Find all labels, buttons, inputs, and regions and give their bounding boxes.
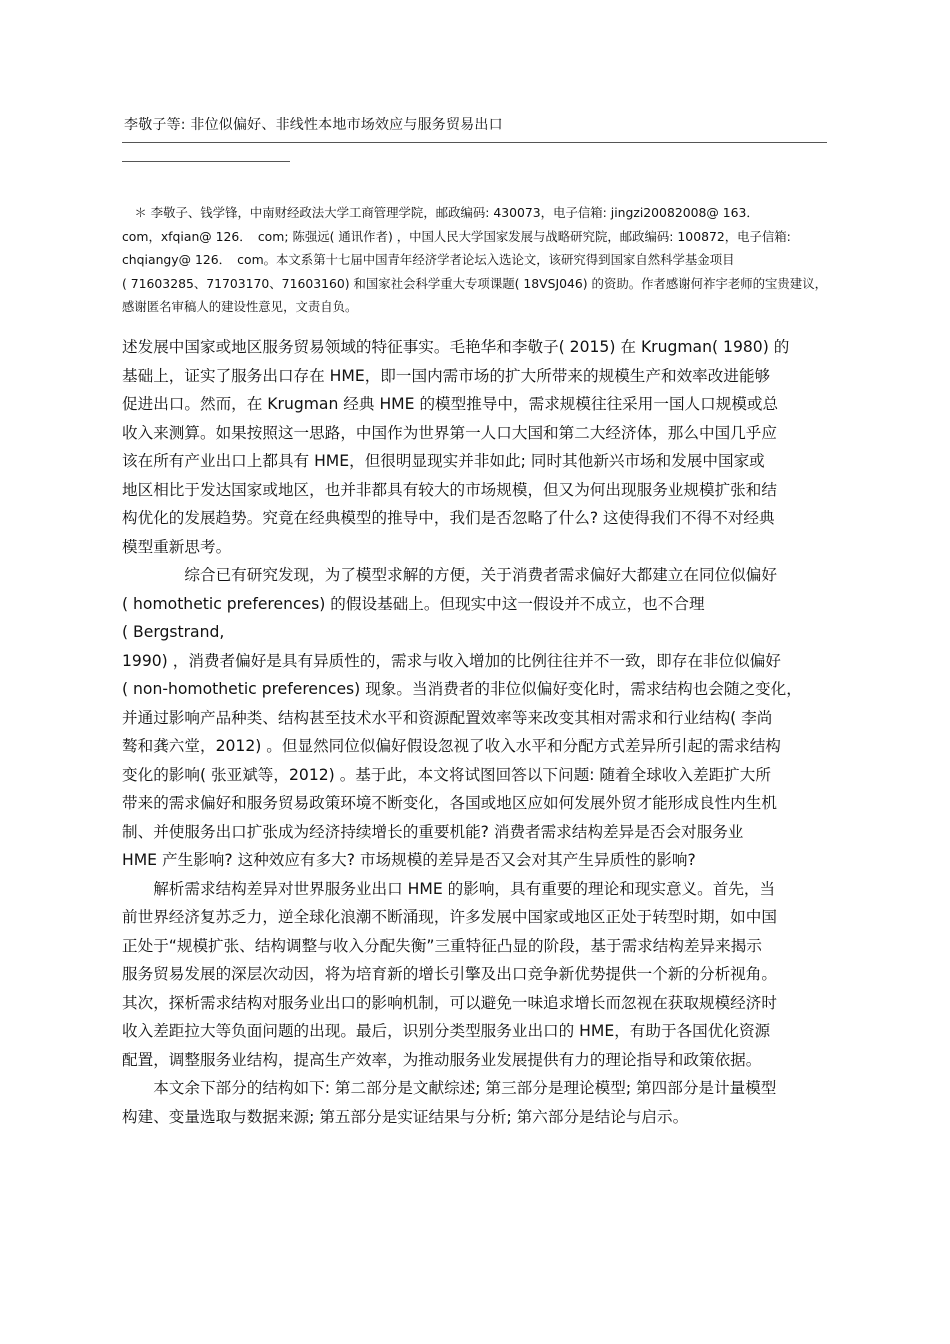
body-line: ( homothetic preferences) 的假设基础上。但现实中这一假设并不成立，也不合理 — [122, 594, 705, 613]
footnote-line: 感谢匿名审稿人的建设性意见，文责自负。 — [122, 299, 358, 314]
body-line: 变化的影响( 张亚斌等，2012) 。基于此，本文将试图回答以下问题: 随着全球收入差距扩大所 — [122, 765, 771, 784]
body-line: 骜和龚六堂，2012) 。但显然同位似偏好假设忽视了收入水平和分配方式差异所引起的需求结构 — [122, 737, 781, 755]
footnote-line: com，xfqian@ 126． com; 陈强远( 通讯作者) ，中国人民大学国家发展与战略研究院，邮政编码: 100872，电子信箱: — [122, 228, 791, 244]
body-line: HME 产生影响? 这种效应有多大? 市场规模的差异是否又会对其产生异质性的影响? — [122, 851, 696, 869]
body-line: 构优化的发展趋势。究竟在经典模型的推导中，我们是否忽略了什么? 这使得我们不得不对经典 — [122, 509, 775, 527]
body-line: 促进出口。然而，在 Krugman 经典 HME 的模型推导中，需求规模往往采用一国人口规模或总 — [122, 395, 779, 413]
body-line: 配置，调整服务业结构，提高生产效率，为推动服务业发展提供有力的理论指导和政策依据。 — [122, 1050, 762, 1069]
header-rule — [122, 142, 827, 143]
body-line: 综合已有研究发现，为了模型求解的方便，关于消费者需求偏好大都建立在同位似偏好 — [122, 566, 777, 584]
body-line: 本文余下部分的结构如下: 第二部分是文献综述; 第三部分是理论模型; 第四部分是计量模型 — [122, 1079, 777, 1097]
body-line: ( non-homothetic preferences) 现象。当消费者的非位似偏好变化时，需求结构也会随之变化， — [122, 680, 802, 698]
body-line: 1990) ，消费者偏好是具有异质性的，需求与收入增加的比例往往并不一致，即存在非位似偏好 — [122, 651, 781, 670]
body-line: 解析需求结构差异对世界服务业出口 HME 的影响，具有重要的理论和现实意义。首先，当 — [122, 879, 776, 898]
footnote-line: ＊ 李敬子、钱学锋，中南财经政法大学工商管理学院，邮政编码: 430073，电子信箱: jingzi20082008@ 163． — [122, 205, 759, 220]
running-header: 李敬子等: 非位似偏好、非线性本地市场效应与服务贸易出口 — [124, 117, 503, 133]
body-line: 收入来测算。如果按照这一思路，中国作为世界第一人口大国和第二大经济体，那么中国几乎应 — [122, 423, 777, 442]
body-line: 基础上，证实了服务出口存在 HME，即一国内需市场的扩大所带来的规模生产和效率改进能够 — [122, 366, 771, 385]
body-line: 带来的需求偏好和服务贸易政策环境不断变化，各国或地区应如何发展外贸才能形成良性内生机 — [122, 794, 777, 812]
body-line: 并通过影响产品种类、结构甚至技术水平和资源配置效率等来改变其相对需求和行业结构( 李尚 — [122, 708, 773, 727]
body-line: 模型重新思考。 — [122, 537, 232, 556]
body-line: 该在所有产业出口上都具有 HME，但很明显现实并非如此; 同时其他新兴市场和发展中国家或 — [122, 452, 765, 470]
body-line: 服务贸易发展的深层次动因，将为培育新的增长引擎及出口竞争新优势提供一个新的分析视角。 — [122, 965, 777, 983]
body-line: 前世界经济复苏乏力，逆全球化浪潮不断涌现，许多发展中国家或地区正处于转型时期，如中国 — [122, 908, 777, 926]
body-line: 述发展中国家或地区服务贸易领域的特征事实。毛艳华和李敬子( 2015) 在 Krugman( 1980) 的 — [122, 338, 790, 356]
footnote-line: ( 71603285、71703170、71603160) 和国家社会科学重大专项课题( 18VSJ046) 的资助。作者感谢何祚宇老师的宝贵建议， — [122, 275, 827, 291]
body-line: 其次，探析需求结构对服务业出口的影响机制，可以避免一味追求增长而忽视在获取规模经济时 — [122, 993, 777, 1012]
body-line: 构建、变量选取与数据来源; 第五部分是实证结果与分析; 第六部分是结论与启示。 — [122, 1107, 689, 1126]
footnote-line: chqiangy@ 126． com。本文系第十七届中国青年经济学者论坛入选论文，该研究得到国家自然科学基金项目 — [122, 252, 735, 267]
body-line: 地区相比于发达国家或地区，也并非都具有较大的市场规模，但又为何出现服务业规模扩张和结 — [122, 480, 777, 499]
body-line: 正处于“规模扩张、结构调整与收入分配失衡”三重特征凸显的阶段，基于需求结构差异来揭示 — [122, 936, 762, 955]
footnote-separator — [122, 161, 290, 162]
body-line: ( Bergstrand, — [122, 623, 225, 641]
body-line: 收入差距拉大等负面问题的出现。最后，识别分类型服务业出口的 HME，有助于各国优化资源 — [122, 1022, 771, 1040]
author-footnote — [122, 201, 832, 319]
body-line: 制、并使服务出口扩张成为经济持续增长的重要机能? 消费者需求结构差异是否会对服务业 — [122, 822, 744, 841]
body-text — [122, 333, 834, 1131]
